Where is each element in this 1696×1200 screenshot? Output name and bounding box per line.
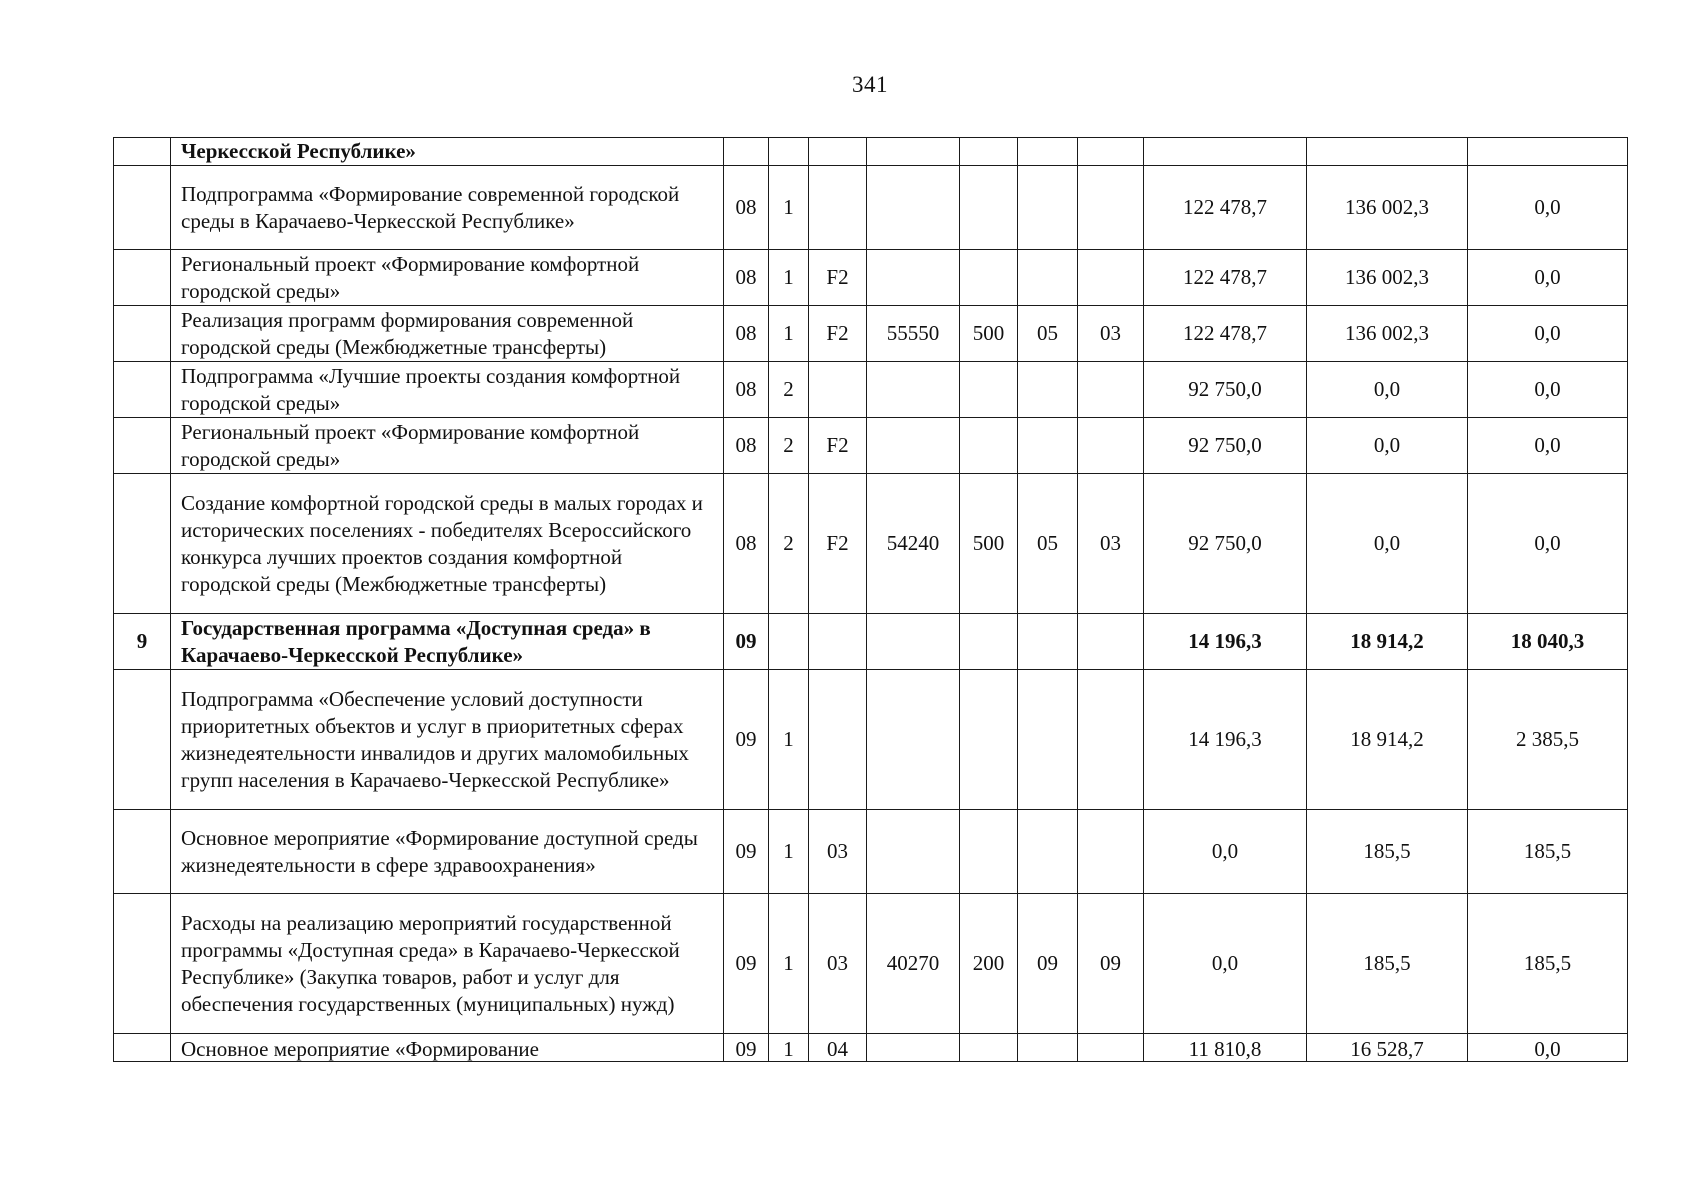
code-expense-type [960, 810, 1018, 894]
code-om [809, 614, 867, 670]
code-expense-type: 500 [960, 474, 1018, 614]
row-name: Создание комфортной городской среды в малых городах и исторических поселениях - победителях Всероссийского конкурса лучших проектов создания комфортной городской среды (Межбюджетные трансферты) [171, 474, 724, 614]
code-subsection [1078, 670, 1144, 810]
code-direction [867, 670, 960, 810]
code-section: 05 [1018, 474, 1078, 614]
amount-year-1: 92 750,0 [1144, 362, 1307, 418]
code-expense-type: 500 [960, 306, 1018, 362]
code-gp: 08 [724, 418, 769, 474]
code-gp: 09 [724, 670, 769, 810]
code-subsection [1078, 138, 1144, 166]
row-number [114, 474, 171, 614]
row-number [114, 894, 171, 1034]
code-pp: 1 [769, 810, 809, 894]
code-section [1018, 614, 1078, 670]
amount-year-3: 0,0 [1468, 1034, 1628, 1062]
amount-year-3 [1468, 138, 1628, 166]
code-gp: 08 [724, 362, 769, 418]
table-row [114, 362, 1628, 418]
code-expense-type [960, 670, 1018, 810]
code-subsection [1078, 1034, 1144, 1062]
row-name: Подпрограмма «Формирование современной городской среды в Карачаево-Черкесской Республике» [171, 166, 724, 250]
amount-year-1: 14 196,3 [1144, 670, 1307, 810]
code-expense-type [960, 418, 1018, 474]
amount-year-2: 0,0 [1307, 474, 1468, 614]
row-number [114, 250, 171, 306]
code-expense-type [960, 138, 1018, 166]
amount-year-1 [1144, 138, 1307, 166]
row-number [114, 418, 171, 474]
amount-year-1: 0,0 [1144, 810, 1307, 894]
code-subsection [1078, 166, 1144, 250]
code-pp: 1 [769, 670, 809, 810]
code-section: 09 [1018, 894, 1078, 1034]
amount-year-2: 136 002,3 [1307, 306, 1468, 362]
table-row [114, 138, 1628, 166]
code-direction [867, 362, 960, 418]
page-number: 341 [852, 72, 888, 97]
code-section [1018, 1034, 1078, 1062]
code-direction [867, 166, 960, 250]
table-row [114, 250, 1628, 306]
code-direction [867, 810, 960, 894]
row-name: Основное мероприятие «Формирование доступной среды жизнедеятельности в сфере здравоохранения» [171, 810, 724, 894]
code-direction [867, 418, 960, 474]
row-name: Расходы на реализацию мероприятий государственной программы «Доступная среда» в Карачаево-Черкесской Республике» (Закупка товаров, работ и услуг для обеспечения государственных (муниципальных) нужд) [171, 894, 724, 1034]
code-gp: 08 [724, 306, 769, 362]
code-expense-type [960, 614, 1018, 670]
amount-year-3: 0,0 [1468, 474, 1628, 614]
code-section [1018, 166, 1078, 250]
code-section: 05 [1018, 306, 1078, 362]
code-section [1018, 810, 1078, 894]
code-direction: 40270 [867, 894, 960, 1034]
amount-year-3: 18 040,3 [1468, 614, 1628, 670]
code-direction [867, 138, 960, 166]
code-gp: 09 [724, 1034, 769, 1062]
table-body [114, 138, 1628, 1062]
code-om: F2 [809, 306, 867, 362]
code-direction: 54240 [867, 474, 960, 614]
amount-year-2: 0,0 [1307, 362, 1468, 418]
row-number [114, 306, 171, 362]
code-om: F2 [809, 250, 867, 306]
row-number: 9 [114, 614, 171, 670]
amount-year-1: 92 750,0 [1144, 418, 1307, 474]
row-name: Региональный проект «Формирование комфортной городской среды» [171, 250, 724, 306]
amount-year-1: 122 478,7 [1144, 306, 1307, 362]
amount-year-1: 0,0 [1144, 894, 1307, 1034]
amount-year-3: 0,0 [1468, 306, 1628, 362]
code-section [1018, 670, 1078, 810]
amount-year-2: 185,5 [1307, 894, 1468, 1034]
row-number [114, 810, 171, 894]
code-pp: 1 [769, 250, 809, 306]
row-number [114, 362, 171, 418]
row-name: Черкесской Республике» [171, 138, 724, 166]
code-gp: 09 [724, 810, 769, 894]
amount-year-2: 18 914,2 [1307, 670, 1468, 810]
code-om [809, 670, 867, 810]
code-section [1018, 362, 1078, 418]
code-direction [867, 1034, 960, 1062]
code-subsection [1078, 810, 1144, 894]
code-pp: 1 [769, 166, 809, 250]
code-gp: 09 [724, 894, 769, 1034]
row-number [114, 138, 171, 166]
table-row [114, 810, 1628, 894]
table-row [114, 894, 1628, 1034]
amount-year-2 [1307, 138, 1468, 166]
amount-year-2: 185,5 [1307, 810, 1468, 894]
amount-year-2: 16 528,7 [1307, 1034, 1468, 1062]
code-section [1018, 418, 1078, 474]
code-gp: 08 [724, 474, 769, 614]
code-om: 03 [809, 894, 867, 1034]
code-expense-type [960, 362, 1018, 418]
amount-year-2: 18 914,2 [1307, 614, 1468, 670]
code-gp: 08 [724, 250, 769, 306]
table-row [114, 418, 1628, 474]
row-number [114, 1034, 171, 1062]
row-name: Основное мероприятие «Формирование [171, 1034, 724, 1062]
code-pp: 2 [769, 362, 809, 418]
amount-year-2: 136 002,3 [1307, 166, 1468, 250]
row-name: Региональный проект «Формирование комфортной городской среды» [171, 418, 724, 474]
code-pp: 1 [769, 894, 809, 1034]
row-name: Реализация программ формирования современной городской среды (Межбюджетные трансферты) [171, 306, 724, 362]
row-name: Подпрограмма «Обеспечение условий доступности приоритетных объектов и услуг в приоритетных сферах жизнедеятельности инвалидов и других маломобильных групп населения в Карачаево-Черкесской Республике» [171, 670, 724, 810]
code-expense-type: 200 [960, 894, 1018, 1034]
code-om: 03 [809, 810, 867, 894]
code-expense-type [960, 250, 1018, 306]
code-expense-type [960, 166, 1018, 250]
code-pp: 1 [769, 306, 809, 362]
code-section [1018, 250, 1078, 306]
table-row [114, 306, 1628, 362]
row-number [114, 670, 171, 810]
row-name: Подпрограмма «Лучшие проекты создания комфортной городской среды» [171, 362, 724, 418]
amount-year-1: 14 196,3 [1144, 614, 1307, 670]
amount-year-2: 136 002,3 [1307, 250, 1468, 306]
amount-year-1: 122 478,7 [1144, 250, 1307, 306]
code-pp: 1 [769, 1034, 809, 1062]
table-row [114, 614, 1628, 670]
code-direction [867, 614, 960, 670]
code-direction: 55550 [867, 306, 960, 362]
code-expense-type [960, 1034, 1018, 1062]
row-name: Государственная программа «Доступная среда» в Карачаево-Черкесской Республике» [171, 614, 724, 670]
amount-year-2: 0,0 [1307, 418, 1468, 474]
code-gp: 08 [724, 166, 769, 250]
code-om: F2 [809, 474, 867, 614]
code-om: 04 [809, 1034, 867, 1062]
amount-year-3: 0,0 [1468, 166, 1628, 250]
code-gp: 09 [724, 614, 769, 670]
code-subsection: 09 [1078, 894, 1144, 1034]
code-om: F2 [809, 418, 867, 474]
code-gp [724, 138, 769, 166]
amount-year-3: 185,5 [1468, 810, 1628, 894]
table-row [114, 474, 1628, 614]
code-pp [769, 614, 809, 670]
code-section [1018, 138, 1078, 166]
amount-year-3: 185,5 [1468, 894, 1628, 1034]
amount-year-1: 92 750,0 [1144, 474, 1307, 614]
amount-year-3: 0,0 [1468, 418, 1628, 474]
budget-table [113, 137, 1628, 1062]
amount-year-3: 0,0 [1468, 362, 1628, 418]
code-om [809, 138, 867, 166]
table-row [114, 166, 1628, 250]
code-pp: 2 [769, 418, 809, 474]
code-direction [867, 250, 960, 306]
row-number [114, 166, 171, 250]
code-pp: 2 [769, 474, 809, 614]
code-subsection [1078, 362, 1144, 418]
amount-year-1: 122 478,7 [1144, 166, 1307, 250]
code-subsection [1078, 418, 1144, 474]
amount-year-3: 2 385,5 [1468, 670, 1628, 810]
code-pp [769, 138, 809, 166]
amount-year-1: 11 810,8 [1144, 1034, 1307, 1062]
code-om [809, 166, 867, 250]
code-subsection: 03 [1078, 474, 1144, 614]
code-subsection [1078, 250, 1144, 306]
table-row [114, 670, 1628, 810]
code-om [809, 362, 867, 418]
table-row [114, 1034, 1628, 1062]
code-subsection [1078, 614, 1144, 670]
amount-year-3: 0,0 [1468, 250, 1628, 306]
code-subsection: 03 [1078, 306, 1144, 362]
